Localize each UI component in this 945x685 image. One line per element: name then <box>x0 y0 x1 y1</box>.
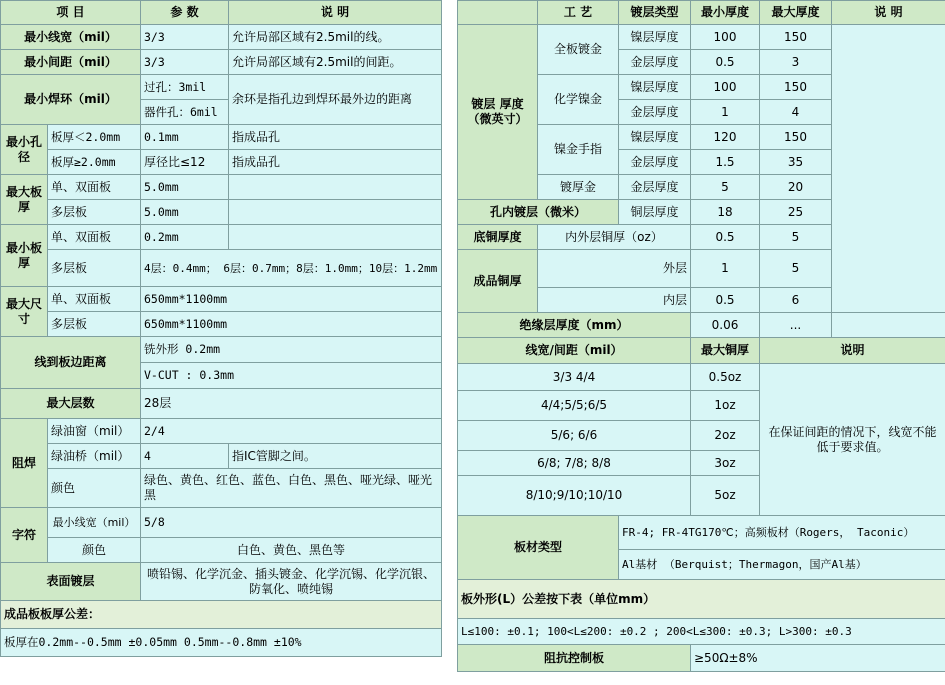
surface-label: 表面镀层 <box>1 563 141 601</box>
plating-min-6: 5 <box>691 175 760 200</box>
max-size-label: 最大尺寸 <box>1 287 48 337</box>
plating-proc-6: 镀厚金 <box>538 175 619 200</box>
mask-sub3: 颜色 <box>48 469 141 508</box>
copper-header-spec: 线宽/间距（mil） <box>458 338 691 364</box>
header-note-right: 说 明 <box>832 1 945 25</box>
plating-min-1: 0.5 <box>691 50 760 75</box>
header-param: 参 数 <box>141 1 229 25</box>
max-size-p1: 650mm*1100mm <box>141 287 442 312</box>
plating-label: 镀层 厚度（微英寸） <box>458 25 538 200</box>
min-hole-label: 最小孔径 <box>1 125 48 175</box>
plating-min-2: 100 <box>691 75 760 100</box>
copper-spec-2: 5/6; 6/6 <box>458 421 691 451</box>
header-min-thickness: 最小厚度 <box>691 1 760 25</box>
thickness-tolerance-text: 板厚在0.2mm--0.5mm ±0.05mm 0.5mm--0.8mm ±10% <box>1 629 442 657</box>
legend-sub2: 颜色 <box>48 538 141 563</box>
min-hole-sub1: 板厚＜2.0mm <box>48 125 141 150</box>
max-thick-label: 最大板厚 <box>1 175 48 225</box>
min-spacing-note: 允许局部区域有2.5mil的间距。 <box>229 50 442 75</box>
mask-p3: 绿色、黄色、红色、蓝色、白色、黑色、哑光绿、哑光黑 <box>141 469 442 508</box>
edge-p1: 铣外形 0.2mm <box>141 337 442 363</box>
plating-min-3: 1 <box>691 100 760 125</box>
base-copper-type: 内外层铜厚（oz） <box>538 225 691 250</box>
min-thick-sub2: 多层板 <box>48 250 141 287</box>
header-max-thickness: 最大厚度 <box>760 1 832 25</box>
min-spacing-param: 3/3 <box>141 50 229 75</box>
min-ring-via: 过孔：3mil <box>141 75 229 100</box>
mask-p2: 4 <box>141 444 229 469</box>
min-thick-sub1: 单、双面板 <box>48 225 141 250</box>
mask-sub2: 绿油桥（mil） <box>48 444 141 469</box>
hole-plating-max: 25 <box>760 200 832 225</box>
outline-tolerance-text: L≤100: ±0.1; 100<L≤200: ±0.2 ; 200<L≤300: ±0.3; L>300: ±0.3 <box>458 619 945 645</box>
copper-header-note: 说明 <box>760 338 945 364</box>
mask-sub1: 绿油窗（mil） <box>48 419 141 444</box>
copper-header-max: 最大铜厚 <box>691 338 760 364</box>
finished-copper-inner: 内层 <box>538 288 691 313</box>
copper-max-0: 0.5oz <box>691 364 760 391</box>
edge-label: 线到板边距离 <box>1 337 141 389</box>
finished-copper-label: 成品铜厚 <box>458 250 538 313</box>
spec-table-right <box>457 0 945 672</box>
min-line-width-label: 最小线宽（mil） <box>1 25 141 50</box>
legend-p1: 5/8 <box>141 508 442 538</box>
max-thick-p1: 5.0mm <box>141 175 229 200</box>
max-size-sub1: 单、双面板 <box>48 287 141 312</box>
edge-p2: V-CUT : 0.3mm <box>141 363 442 389</box>
thickness-tolerance-title: 成品板板厚公差： <box>1 601 442 629</box>
min-hole-p2: 厚径比≤12 <box>141 150 229 175</box>
min-thick-p2: 4层：0.4mm； 6层：0.7mm；8层：1.0mm；10层：1.2mm <box>141 250 442 287</box>
copper-spec-3: 6/8; 7/8; 8/8 <box>458 451 691 476</box>
header-process: 工 艺 <box>538 1 619 25</box>
plating-type-0: 镍层厚度 <box>619 25 691 50</box>
copper-max-4: 5oz <box>691 476 760 516</box>
plating-min-5: 1.5 <box>691 150 760 175</box>
layers-label: 最大层数 <box>1 389 141 419</box>
base-copper-label: 底铜厚度 <box>458 225 538 250</box>
header-item: 项 目 <box>1 1 141 25</box>
max-thick-p2: 5.0mm <box>141 200 229 225</box>
finished-copper-inner-min: 0.5 <box>691 288 760 313</box>
min-hole-n2: 指成品孔 <box>229 150 442 175</box>
min-thick-p1: 0.2mm <box>141 225 229 250</box>
insulation-max: ... <box>760 313 832 338</box>
copper-max-1: 1oz <box>691 391 760 421</box>
plating-max-6: 20 <box>760 175 832 200</box>
plating-max-0: 150 <box>760 25 832 50</box>
hole-plating-type: 铜层厚度 <box>619 200 691 225</box>
impedance-value: ≥50Ω±8% <box>691 645 945 672</box>
legend-p2: 白色、黄色、黑色等 <box>141 538 442 563</box>
hole-plating-label: 孔内镀层（微米） <box>458 200 619 225</box>
finished-copper-inner-max: 6 <box>760 288 832 313</box>
plating-max-2: 150 <box>760 75 832 100</box>
min-thick-label: 最小板厚 <box>1 225 48 287</box>
mask-n2: 指IC管脚之间。 <box>229 444 442 469</box>
min-spacing-label: 最小间距（mil） <box>1 50 141 75</box>
max-thick-sub2: 多层板 <box>48 200 141 225</box>
spec-table-left <box>0 0 442 657</box>
plating-max-1: 3 <box>760 50 832 75</box>
base-copper-min: 0.5 <box>691 225 760 250</box>
material-r2: Al基材 （Berquist；Thermagon，国产Al基） <box>619 550 945 580</box>
max-thick-sub1: 单、双面板 <box>48 175 141 200</box>
max-size-p2: 650mm*1100mm <box>141 312 442 337</box>
insulation-label: 绝缘层厚度（mm） <box>458 313 691 338</box>
header-note: 说 明 <box>229 1 442 25</box>
plating-max-3: 4 <box>760 100 832 125</box>
copper-spec-0: 3/3 4/4 <box>458 364 691 391</box>
legend-sub1: 最小线宽（mil） <box>48 508 141 538</box>
min-ring-component: 器件孔：6mil <box>141 100 229 125</box>
surface-param: 喷铅锡、化学沉金、插头镀金、化学沉锡、化学沉银、防氧化、喷纯锡 <box>141 563 442 601</box>
plating-type-1: 金层厚度 <box>619 50 691 75</box>
plating-max-4: 150 <box>760 125 832 150</box>
max-size-sub2: 多层板 <box>48 312 141 337</box>
plating-proc-4: 镍金手指 <box>538 125 619 175</box>
base-copper-max: 5 <box>760 225 832 250</box>
mask-p1: 2/4 <box>141 419 442 444</box>
min-ring-label: 最小焊环（mil） <box>1 75 141 125</box>
mask-label: 阻焊 <box>1 419 48 508</box>
material-r1: FR-4; FR-4TG170℃；高频板材（Rogers， Taconic） <box>619 516 945 550</box>
plating-type-4: 镍层厚度 <box>619 125 691 150</box>
plating-min-4: 120 <box>691 125 760 150</box>
impedance-label: 阻抗控制板 <box>458 645 691 672</box>
plating-proc-0: 全板镀金 <box>538 25 619 75</box>
finished-copper-outer-min: 1 <box>691 250 760 288</box>
plating-max-5: 35 <box>760 150 832 175</box>
min-line-width-note: 允许局部区域有2.5mil的线。 <box>229 25 442 50</box>
copper-max-2: 2oz <box>691 421 760 451</box>
plating-type-3: 金层厚度 <box>619 100 691 125</box>
header-plating-type: 镀层类型 <box>619 1 691 25</box>
finished-copper-outer-max: 5 <box>760 250 832 288</box>
copper-max-3: 3oz <box>691 451 760 476</box>
finished-copper-outer: 外层 <box>538 250 691 288</box>
hole-plating-min: 18 <box>691 200 760 225</box>
material-label: 板材类型 <box>458 516 619 580</box>
outline-tolerance-title: 板外形(L）公差按下表（单位mm） <box>458 580 945 619</box>
plating-type-6: 金层厚度 <box>619 175 691 200</box>
plating-min-0: 100 <box>691 25 760 50</box>
min-hole-n1: 指成品孔 <box>229 125 442 150</box>
layers-param: 28层 <box>141 389 442 419</box>
insulation-min: 0.06 <box>691 313 760 338</box>
plating-type-5: 金层厚度 <box>619 150 691 175</box>
min-hole-p1: 0.1mm <box>141 125 229 150</box>
copper-spec-4: 8/10;9/10;10/10 <box>458 476 691 516</box>
legend-label: 字符 <box>1 508 48 563</box>
copper-note: 在保证间距的情况下，线宽不能低于要求值。 <box>760 364 945 516</box>
min-ring-note: 余环是指孔边到焊环最外边的距离 <box>229 75 442 125</box>
plating-type-2: 镍层厚度 <box>619 75 691 100</box>
plating-proc-2: 化学镍金 <box>538 75 619 125</box>
copper-spec-1: 4/4;5/5;6/5 <box>458 391 691 421</box>
min-line-width-param: 3/3 <box>141 25 229 50</box>
min-hole-sub2: 板厚≥2.0mm <box>48 150 141 175</box>
